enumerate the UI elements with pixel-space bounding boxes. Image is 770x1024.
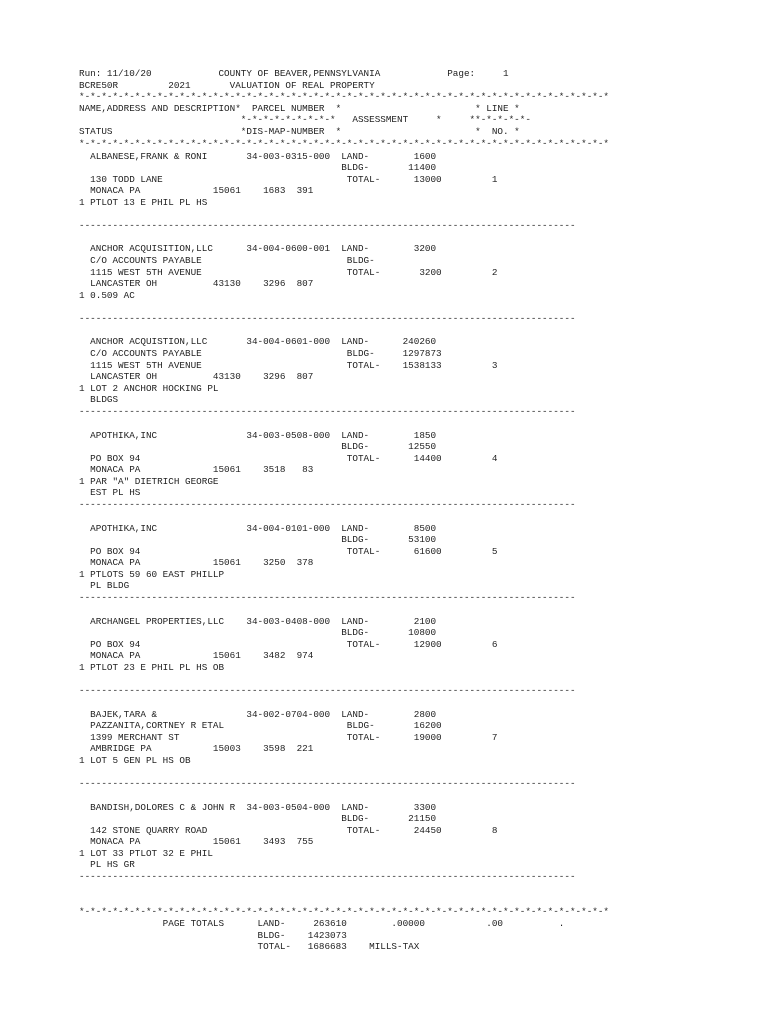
record-line: 1 PTLOT 13 E PHIL PL HS <box>79 197 208 208</box>
record-line: LANCASTER OH 43130 3296 807 <box>79 371 314 382</box>
record-line: PAZZANITA,CORTNEY R ETAL BLDG- 16200 <box>79 720 442 731</box>
record-line: MONACA PA 15061 1683 391 <box>79 185 314 196</box>
record-separator: ----------------------------------------------------------------------------------------- <box>79 685 576 696</box>
record-line: 1115 WEST 5TH AVENUE TOTAL- 3200 2 <box>79 267 498 278</box>
record-line: PL BLDG <box>79 580 130 591</box>
record-line: MONACA PA 15061 3518 83 <box>79 464 314 475</box>
report-run-line: Run: 11/10/20 COUNTY OF BEAVER,PENNSYLVANIA Page: 1 <box>79 68 509 79</box>
record-line: BLDG- 10800 <box>79 627 437 638</box>
record-line: 1 0.509 AC <box>79 290 135 301</box>
header-star-rule: *-*-*-*-*-*-*-*-*-*-*-*-*-*-*-*-*-*-*-*-*-*-*-*-*-*-*-*-*-*-*-*-*-*-*-*-*-*-*-*-*-*-*-*-*-*-*-* <box>79 91 610 102</box>
record-line: BLDG- 21150 <box>79 813 437 824</box>
record-separator: ----------------------------------------------------------------------------------------- <box>79 871 576 882</box>
record-line: 1 PTLOT 23 E PHIL PL HS OB <box>79 662 225 673</box>
header-star-rule: *-*-*-*-*-*-*-*-*-*-*-*-*-*-*-*-*-*-*-*-*-*-*-*-*-*-*-*-*-*-*-*-*-*-*-*-*-*-*-*-*-*-*-*-*-*-*-* <box>79 138 610 149</box>
column-header-line2: *-*-*-*-*-*-*-*-* ASSESSMENT * **-*-*-*-*- <box>79 114 531 125</box>
record-line: BLDGS <box>79 394 119 405</box>
record-line: ANCHOR ACQUISTION,LLC 34-004-0601-000 LAND- 240260 <box>79 336 437 347</box>
column-header-line3: STATUS *DIS-MAP-NUMBER * * NO. * <box>79 126 520 137</box>
record-line: APOTHIKA,INC 34-003-0508-000 LAND- 1850 <box>79 430 437 441</box>
record-line: 1115 WEST 5TH AVENUE TOTAL- 1538133 3 <box>79 360 498 371</box>
record-line: EST PL HS <box>79 487 141 498</box>
report-title-line: BCRE50R 2021 VALUATION OF REAL PROPERTY <box>79 80 375 91</box>
record-separator: ----------------------------------------------------------------------------------------- <box>79 499 576 510</box>
record-line: ALBANESE,FRANK & RONI 34-003-0315-000 LAND- 1600 <box>79 151 437 162</box>
page-totals-line3: TOTAL- 1686683 MILLS-TAX <box>79 941 420 952</box>
record-line: BANDISH,DOLORES C & JOHN R 34-003-0504-000 LAND- 3300 <box>79 802 437 813</box>
record-separator: ----------------------------------------------------------------------------------------- <box>79 592 576 603</box>
column-header-line1: NAME,ADDRESS AND DESCRIPTION* PARCEL NUMBER * * LINE * <box>79 103 520 114</box>
record-line: 142 STONE QUARRY ROAD TOTAL- 24450 8 <box>79 825 498 836</box>
record-separator: ----------------------------------------------------------------------------------------- <box>79 220 576 231</box>
record-line: 1 LOT 5 GEN PL HS OB <box>79 755 191 766</box>
record-line: 1399 MERCHANT ST TOTAL- 19000 7 <box>79 732 498 743</box>
record-line: AMBRIDGE PA 15003 3598 221 <box>79 743 314 754</box>
record-separator: ----------------------------------------------------------------------------------------- <box>79 313 576 324</box>
record-line: LANCASTER OH 43130 3296 807 <box>79 278 314 289</box>
record-line: MONACA PA 15061 3482 974 <box>79 650 314 661</box>
record-line: PO BOX 94 TOTAL- 61600 5 <box>79 546 498 557</box>
record-line: 1 LOT 33 PTLOT 32 E PHIL <box>79 848 213 859</box>
page-totals-line2: BLDG- 1423073 <box>79 930 347 941</box>
record-line: C/O ACCOUNTS PAYABLE BLDG- <box>79 255 375 266</box>
record-line: BAJEK,TARA & 34-002-0704-000 LAND- 2800 <box>79 709 437 720</box>
record-line: 1 PTLOTS 59 60 EAST PHILLP <box>79 569 225 580</box>
record-line: BLDG- 12550 <box>79 441 437 452</box>
page-totals-line1: PAGE TOTALS LAND- 263610 .00000 .00 . <box>79 918 565 929</box>
record-line: APOTHIKA,INC 34-004-0101-000 LAND- 8500 <box>79 523 437 534</box>
record-line: PL HS GR <box>79 859 135 870</box>
record-line: BLDG- 11400 <box>79 162 437 173</box>
record-line: MONACA PA 15061 3493 755 <box>79 836 314 847</box>
record-separator: ----------------------------------------------------------------------------------------- <box>79 406 576 417</box>
record-line: 1 LOT 2 ANCHOR HOCKING PL <box>79 383 219 394</box>
record-line: ANCHOR ACQUISITION,LLC 34-004-0600-001 LAND- 3200 <box>79 243 437 254</box>
record-line: 130 TODD LANE TOTAL- 13000 1 <box>79 174 498 185</box>
record-line: PO BOX 94 TOTAL- 12900 6 <box>79 639 498 650</box>
record-line: ARCHANGEL PROPERTIES,LLC 34-003-0408-000 LAND- 2100 <box>79 616 437 627</box>
record-line: BLDG- 53100 <box>79 534 437 545</box>
record-line: 1 PAR "A" DIETRICH GEORGE <box>79 476 219 487</box>
record-line: C/O ACCOUNTS PAYABLE BLDG- 1297873 <box>79 348 442 359</box>
footer-star-rule: *-*-*-*-*-*-*-*-*-*-*-*-*-*-*-*-*-*-*-*-*-*-*-*-*-*-*-*-*-*-*-*-*-*-*-*-*-*-*-*-*-*-*-*-*-*-*-* <box>79 906 610 917</box>
record-separator: ----------------------------------------------------------------------------------------- <box>79 778 576 789</box>
record-line: PO BOX 94 TOTAL- 14400 4 <box>79 453 498 464</box>
record-line: MONACA PA 15061 3250 378 <box>79 557 314 568</box>
